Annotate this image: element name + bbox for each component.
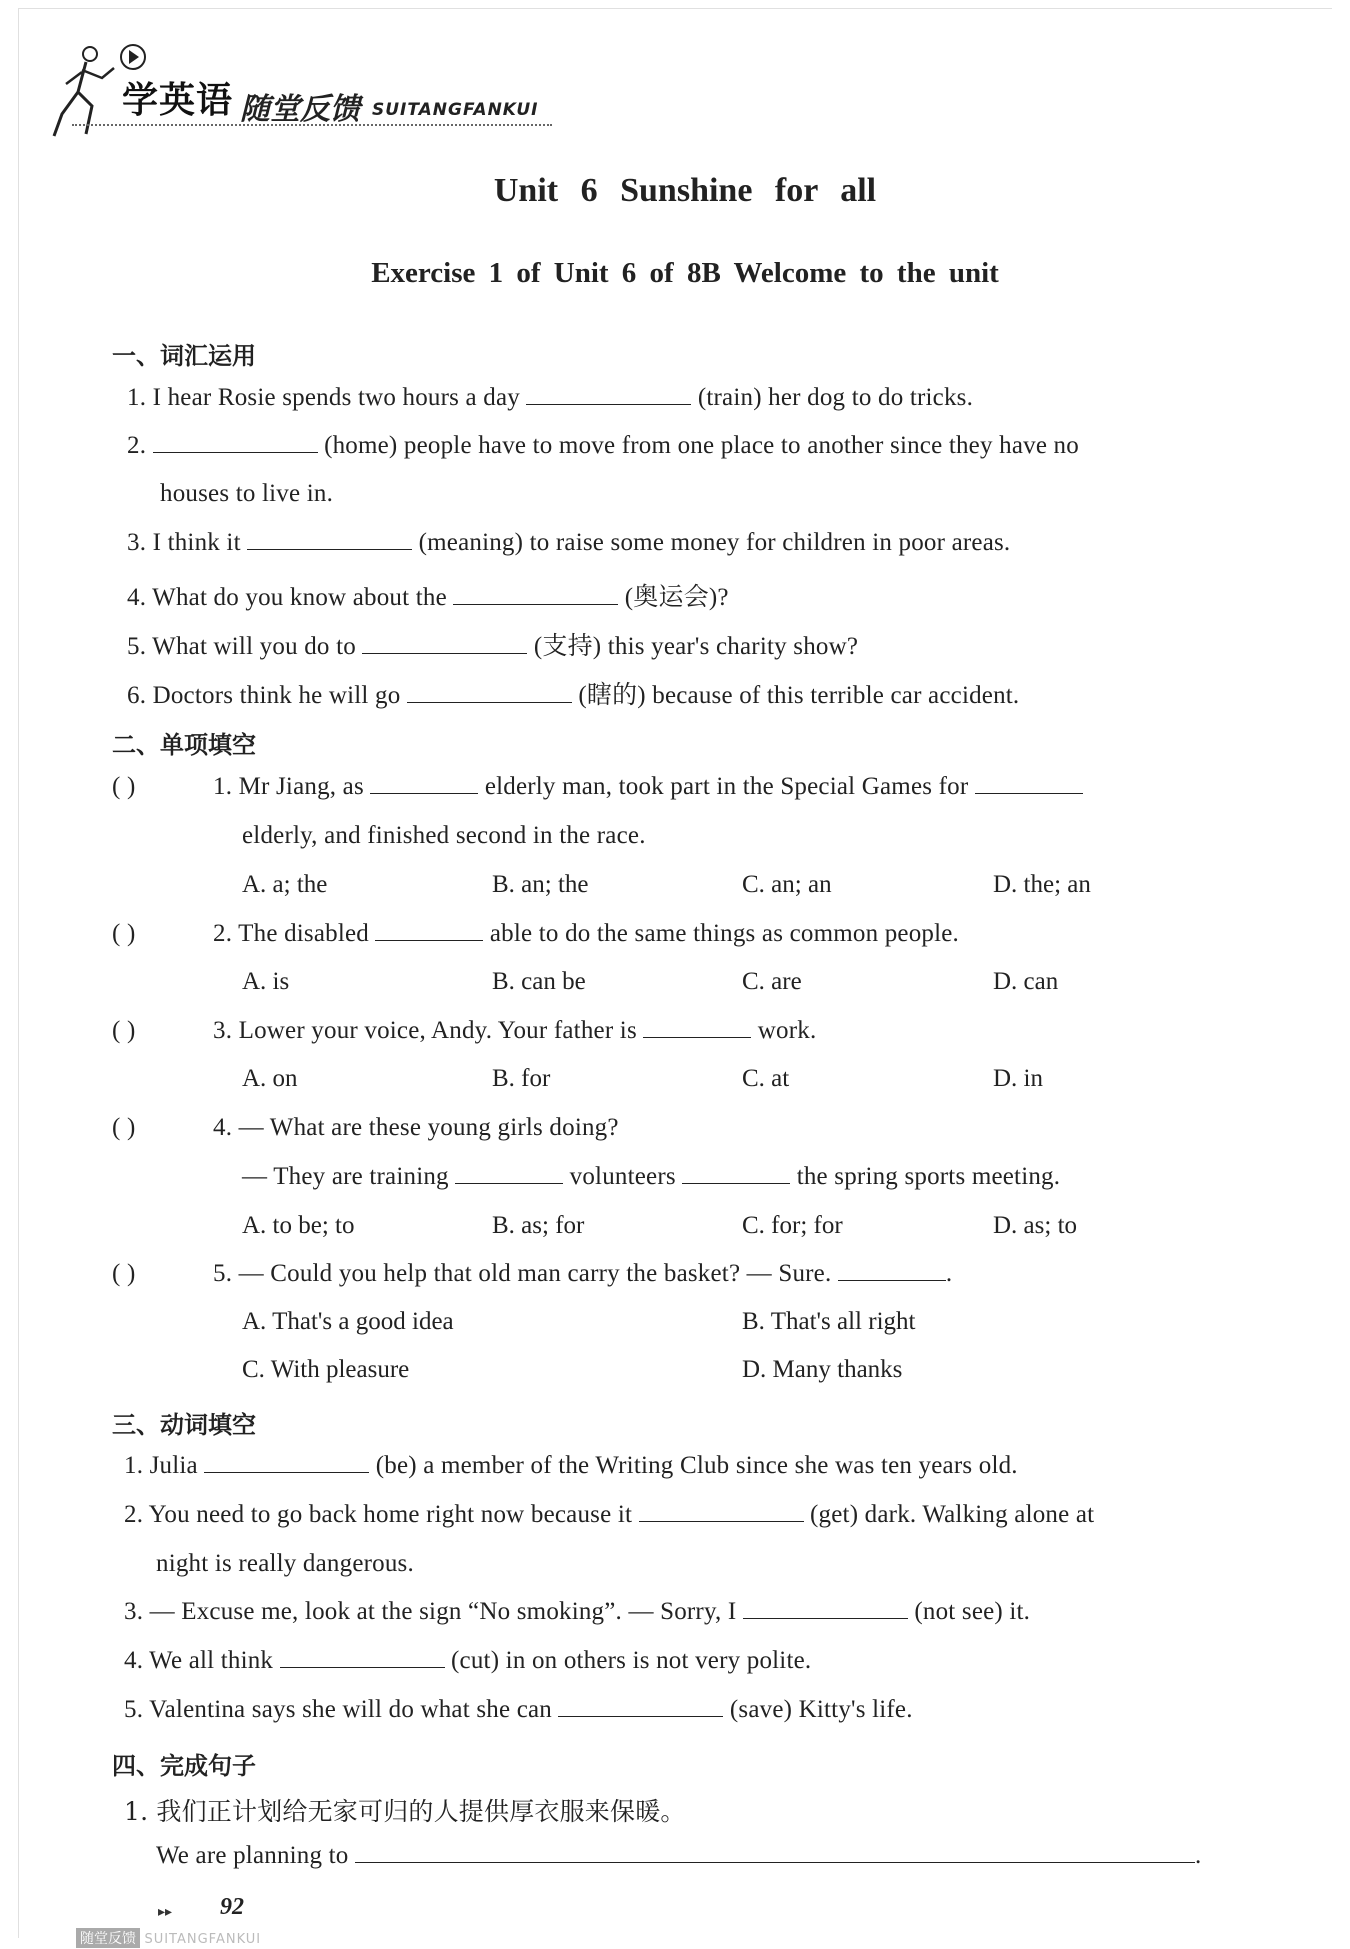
footer-tag: 随堂反馈	[76, 1928, 140, 1948]
s2-q3-text-b: work.	[757, 1017, 817, 1044]
section2-heading: 二、单项填空	[112, 731, 256, 759]
s1-q5	[127, 626, 858, 662]
s2-q1-option-d[interactable]: D. the; an	[993, 871, 1091, 898]
s3-q1-text-a: 1. Julia	[124, 1452, 198, 1479]
s3-q4-blank[interactable]	[280, 1647, 445, 1668]
s2-q3-option-a[interactable]: A. on	[242, 1065, 298, 1092]
s3-q3-text-a: 3. — Excuse me, look at the sign “No smoking”. — Sorry, I	[124, 1598, 737, 1625]
s3-q2-text-a: 2. You need to go back home right now because it	[124, 1501, 633, 1528]
s2-q4-blank-1[interactable]	[455, 1163, 563, 1184]
s2-q2-option-c[interactable]: C. are	[742, 968, 802, 995]
s2-q2-paren[interactable]: ( )	[112, 920, 136, 947]
s1-q6-text-b: (瞎的) because of this terrible car accident.	[578, 682, 1020, 709]
s2-q5-option-c[interactable]: C. With pleasure	[242, 1356, 410, 1383]
s2-q1	[213, 773, 1083, 801]
s4-q1-chinese: 1. 我们正计划给无家可归的人提供厚衣服来保暖。	[124, 1797, 686, 1826]
s2-q4-option-b[interactable]: B. as; for	[492, 1212, 585, 1239]
s1-q2	[127, 432, 1079, 460]
unit-title: Unit 6 Sunshine for all	[493, 172, 877, 209]
s1-q5-text-a: 5. What will you do to	[127, 633, 356, 660]
s2-q2-text-b: able to do the same things as common people.	[489, 920, 960, 947]
s2-q3-option-d[interactable]: D. in	[993, 1065, 1043, 1092]
s2-q3-blank[interactable]	[643, 1017, 751, 1038]
s2-q4-blank-2[interactable]	[682, 1163, 790, 1184]
s3-q4	[124, 1647, 811, 1675]
s1-q6-blank[interactable]	[407, 682, 572, 703]
page-number: 92	[220, 1894, 244, 1920]
s2-q4-option-a[interactable]: A. to be; to	[242, 1212, 355, 1239]
s2-q1-paren[interactable]: ( )	[112, 773, 136, 800]
s3-q3-blank[interactable]	[743, 1598, 908, 1619]
s3-q2-blank[interactable]	[639, 1501, 804, 1522]
s3-q2-cont: night is really dangerous.	[156, 1550, 414, 1577]
s1-q4	[127, 577, 729, 613]
s1-q6	[127, 675, 1019, 711]
section1-heading: 一、词汇运用	[112, 342, 256, 370]
s2-q1-text-a: 1. Mr Jiang, as	[213, 773, 364, 800]
s3-q1	[124, 1452, 1018, 1480]
s2-q5-text-a: 5. — Could you help that old man carry the basket? — Sure.	[213, 1260, 832, 1287]
s1-q2-text-a: 2.	[127, 432, 147, 459]
s2-q1-blank-1[interactable]	[370, 773, 478, 794]
s1-q4-blank[interactable]	[453, 584, 618, 605]
s3-q1-text-b: (be) a member of the Writing Club since she was ten years old.	[375, 1452, 1018, 1479]
s2-q5-option-b[interactable]: B. That's all right	[742, 1308, 916, 1335]
s2-q1-option-a[interactable]: A. a; the	[242, 871, 328, 898]
s4-q1-english	[156, 1842, 1201, 1870]
s1-q1	[127, 384, 973, 412]
s2-q4-paren[interactable]: ( )	[112, 1114, 136, 1141]
s2-q3-text-a: 3. Lower your voice, Andy. Your father is	[213, 1017, 637, 1044]
s3-q5-blank[interactable]	[558, 1696, 723, 1717]
s1-q3-text-b: (meaning) to raise some money for children in poor areas.	[418, 529, 1011, 556]
s4-q1-end: .	[1194, 1842, 1202, 1869]
s1-q5-blank[interactable]	[362, 633, 527, 654]
s2-q3-paren[interactable]: ( )	[112, 1017, 136, 1044]
s1-q2-blank[interactable]	[153, 432, 318, 453]
s2-q1-text-b: elderly man, took part in the Special Games for	[484, 773, 969, 800]
s2-q4-text-b: — They are training	[242, 1163, 449, 1190]
header-en-subtitle: SUITANGFANKUI	[372, 100, 539, 120]
s2-q3	[213, 1017, 816, 1045]
s4-q1-text: We are planning to	[156, 1842, 349, 1869]
s1-q4-text-a: 4. What do you know about the	[127, 584, 447, 611]
s2-q5-option-d[interactable]: D. Many thanks	[742, 1356, 903, 1383]
s3-q3	[124, 1598, 1030, 1626]
s3-q5-text-b: (save) Kitty's life.	[729, 1696, 913, 1723]
s2-q1-option-c[interactable]: C. an; an	[742, 871, 832, 898]
s4-q1-blank[interactable]	[355, 1842, 1195, 1863]
s2-q5-blank[interactable]	[838, 1260, 946, 1281]
s1-q6-text-a: 6. Doctors think he will go	[127, 682, 401, 709]
s1-q1-blank[interactable]	[526, 384, 691, 405]
play-icon	[120, 44, 146, 70]
s1-q2-cont: houses to live in.	[160, 480, 334, 507]
s2-q3-option-b[interactable]: B. for	[492, 1065, 551, 1092]
s2-q4-text-c: volunteers	[569, 1163, 676, 1190]
s2-q5	[213, 1260, 952, 1288]
s3-q5	[124, 1696, 913, 1724]
footer-arrows-icon: ▸▸	[158, 1905, 173, 1920]
s2-q1-cont: elderly, and finished second in the race.	[242, 822, 646, 849]
s2-q5-text-b: .	[945, 1260, 953, 1287]
footer-pinyin: SUITANGFANKUI	[144, 1932, 262, 1947]
s2-q4-option-c[interactable]: C. for; for	[742, 1212, 843, 1239]
s3-q2-text-b: (get) dark. Walking alone at	[810, 1501, 1095, 1528]
section3-heading: 三、动词填空	[112, 1411, 256, 1439]
header-cn-subtitle: 随堂反馈	[240, 92, 360, 127]
s2-q2-option-a[interactable]: A. is	[242, 968, 290, 995]
s1-q5-text-b: (支持) this year's charity show?	[533, 633, 859, 660]
s1-q1-text-b: (train) her dog to do tricks.	[697, 384, 974, 411]
s1-q2-text-b: (home) people have to move from one place to another since they have no	[324, 432, 1079, 459]
s3-q1-blank[interactable]	[204, 1452, 369, 1473]
section4-heading: 四、完成句子	[112, 1752, 256, 1780]
header-cn-title: 学英语	[122, 80, 234, 121]
header-logo	[52, 44, 572, 144]
footer-band	[76, 1928, 276, 1948]
s2-q2-option-d[interactable]: D. can	[993, 968, 1059, 995]
s2-q2-text-a: 2. The disabled	[213, 920, 369, 947]
s3-q4-text-b: (cut) in on others is not very polite.	[451, 1647, 812, 1674]
s1-q1-text-a: 1. I hear Rosie spends two hours a day	[127, 384, 520, 411]
s2-q4-option-d[interactable]: D. as; to	[993, 1212, 1078, 1239]
page-border-top	[18, 8, 1332, 9]
s1-q4-text-b: (奥运会)?	[624, 584, 729, 611]
s2-q2	[213, 920, 959, 948]
s1-q3-blank[interactable]	[247, 529, 412, 550]
s2-q4-line2	[242, 1163, 1060, 1191]
s2-q2-option-b[interactable]: B. can be	[492, 968, 586, 995]
s2-q5-paren[interactable]: ( )	[112, 1260, 136, 1287]
s3-q4-text-a: 4. We all think	[124, 1647, 274, 1674]
s3-q2	[124, 1501, 1094, 1529]
s2-q1-option-b[interactable]: B. an; the	[492, 871, 589, 898]
s3-q3-text-b: (not see) it.	[914, 1598, 1031, 1625]
runner-icon	[52, 44, 122, 144]
header-dotted-rule	[72, 124, 552, 126]
s2-q2-blank[interactable]	[375, 920, 483, 941]
page-border-left	[18, 8, 19, 1938]
s1-q3-text-a: 3. I think it	[127, 529, 241, 556]
s3-q5-text-a: 5. Valentina says she will do what she can	[124, 1696, 552, 1723]
s2-q4-line1: 4. — What are these young girls doing?	[213, 1114, 619, 1141]
s2-q3-option-c[interactable]: C. at	[742, 1065, 790, 1092]
s2-q1-blank-2[interactable]	[975, 773, 1083, 794]
s2-q4-text-d: the spring sports meeting.	[796, 1163, 1061, 1190]
s2-q5-option-a[interactable]: A. That's a good idea	[242, 1308, 454, 1335]
s1-q3	[127, 529, 1010, 557]
exercise-title: Exercise 1 of Unit 6 of 8B Welcome to the unit	[371, 257, 999, 289]
